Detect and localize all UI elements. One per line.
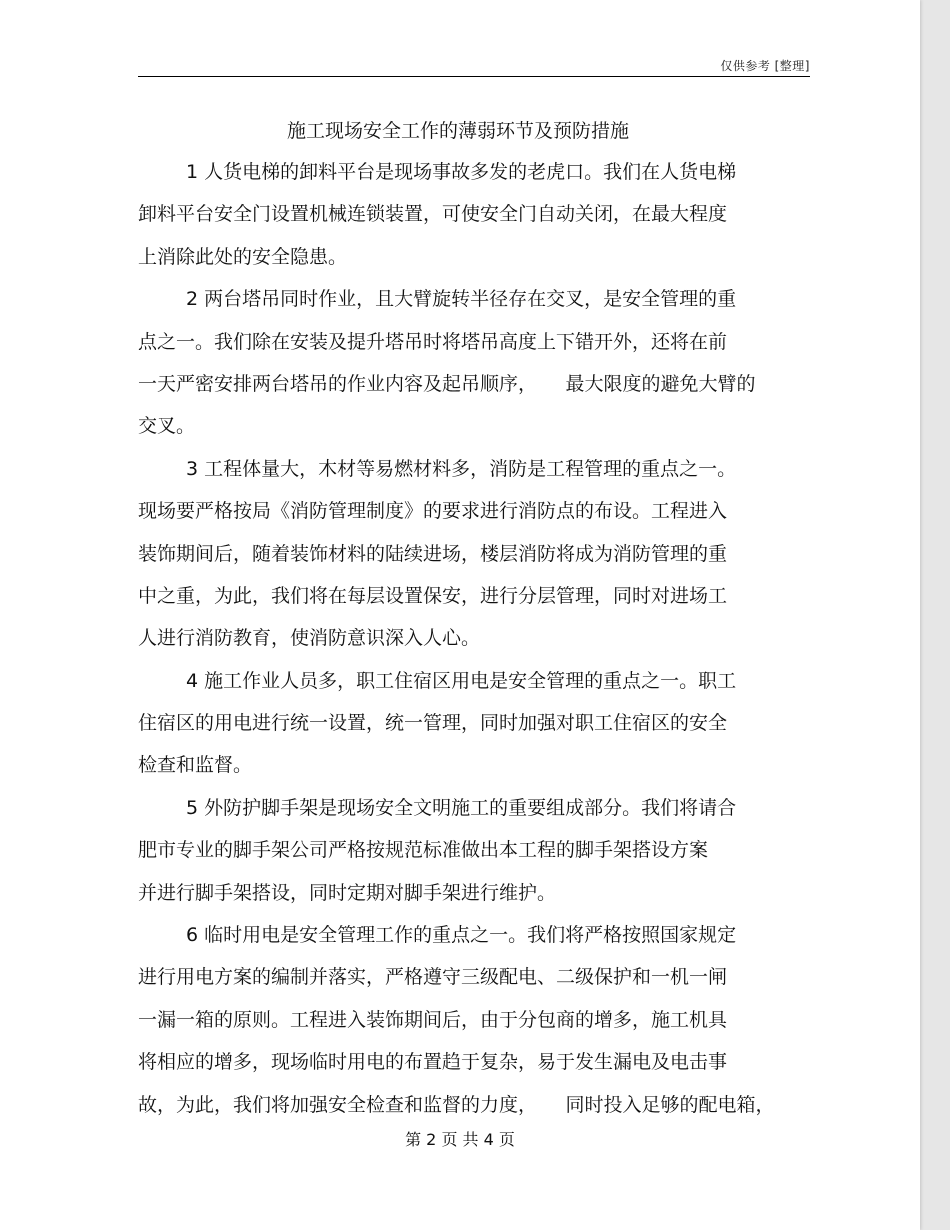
body-line: 将相应的增多，现场临时用电的布置趋于复杂，易于发生漏电及电击事 (138, 1051, 728, 1074)
document-title: 施工现场安全工作的薄弱环节及预防措施 (286, 120, 629, 142)
header-divider (138, 76, 810, 77)
body-line: 装饰期间后，随着装饰材料的陆续进场，楼层消防将成为消防管理的重 (138, 542, 728, 565)
body-line: 1 人货电梯的卸料平台是现场事故多发的老虎口。我们在人货电梯 (186, 161, 737, 183)
body-line: 一漏一箱的原则。工程进入装饰期间后，由于分包商的增多，施工机具 (138, 1008, 728, 1031)
body-line: 3 工程体量大，木材等易燃材料多，消防是工程管理的重点之一。 (186, 457, 737, 480)
body-line: 4 施工作业人员多，职工住宿区用电是安全管理的重点之一。职工 (186, 669, 737, 692)
body-line: 中之重，为此，我们将在每层设置保安，进行分层管理，同时对进场工 (138, 584, 728, 607)
body-line: 卸料平台安全门设置机械连锁装置，可使安全门自动关闭，在最大程度 (138, 203, 728, 226)
body-line: 上消除此处的安全隐患。 (138, 245, 348, 268)
body-line: 点之一。我们除在安装及提升塔吊时将塔吊高度上下错开外，还将在前 (138, 330, 728, 353)
body-line: 检查和监督。 (138, 754, 253, 777)
body-line: 故，为此，我们将加强安全检查和监督的力度， 同时投入足够的配电箱， (138, 1093, 775, 1116)
body-line: 2 两台塔吊同时作业，且大臂旋转半径存在交叉，是安全管理的重 (186, 288, 737, 311)
page-footer: 第 2 页 共 4 页 (405, 1130, 515, 1149)
body-line: 并进行脚手架搭设，同时定期对脚手架进行维护。 (138, 881, 557, 904)
body-line: 住宿区的用电进行统一设置，统一管理，同时加强对职工住宿区的安全 (138, 712, 728, 735)
body-line: 5 外防护脚手架是现场安全文明施工的重要组成部分。我们将请合 (186, 796, 737, 819)
body-line: 进行用电方案的编制并落实，严格遵守三级配电、二级保护和一机一闸 (138, 966, 728, 989)
header-note: 仅供参考 [整理] (720, 59, 810, 73)
body-line: 交叉。 (138, 415, 196, 438)
body-line: 一天严密安排两台塔吊的作业内容及起吊顺序， 最大限度的避免大臂的 (138, 372, 756, 395)
body-line: 6 临时用电是安全管理工作的重点之一。我们将严格按照国家规定 (186, 924, 737, 947)
document-body (138, 157, 798, 1132)
body-line: 人进行消防教育，使消防意识深入人心。 (138, 627, 481, 650)
body-line: 现场要严格按局《消防管理制度》的要求进行消防点的布设。工程进入 (138, 500, 728, 523)
body-line: 肥市专业的脚手架公司严格按规范标准做出本工程的脚手架搭设方案 (138, 839, 709, 862)
